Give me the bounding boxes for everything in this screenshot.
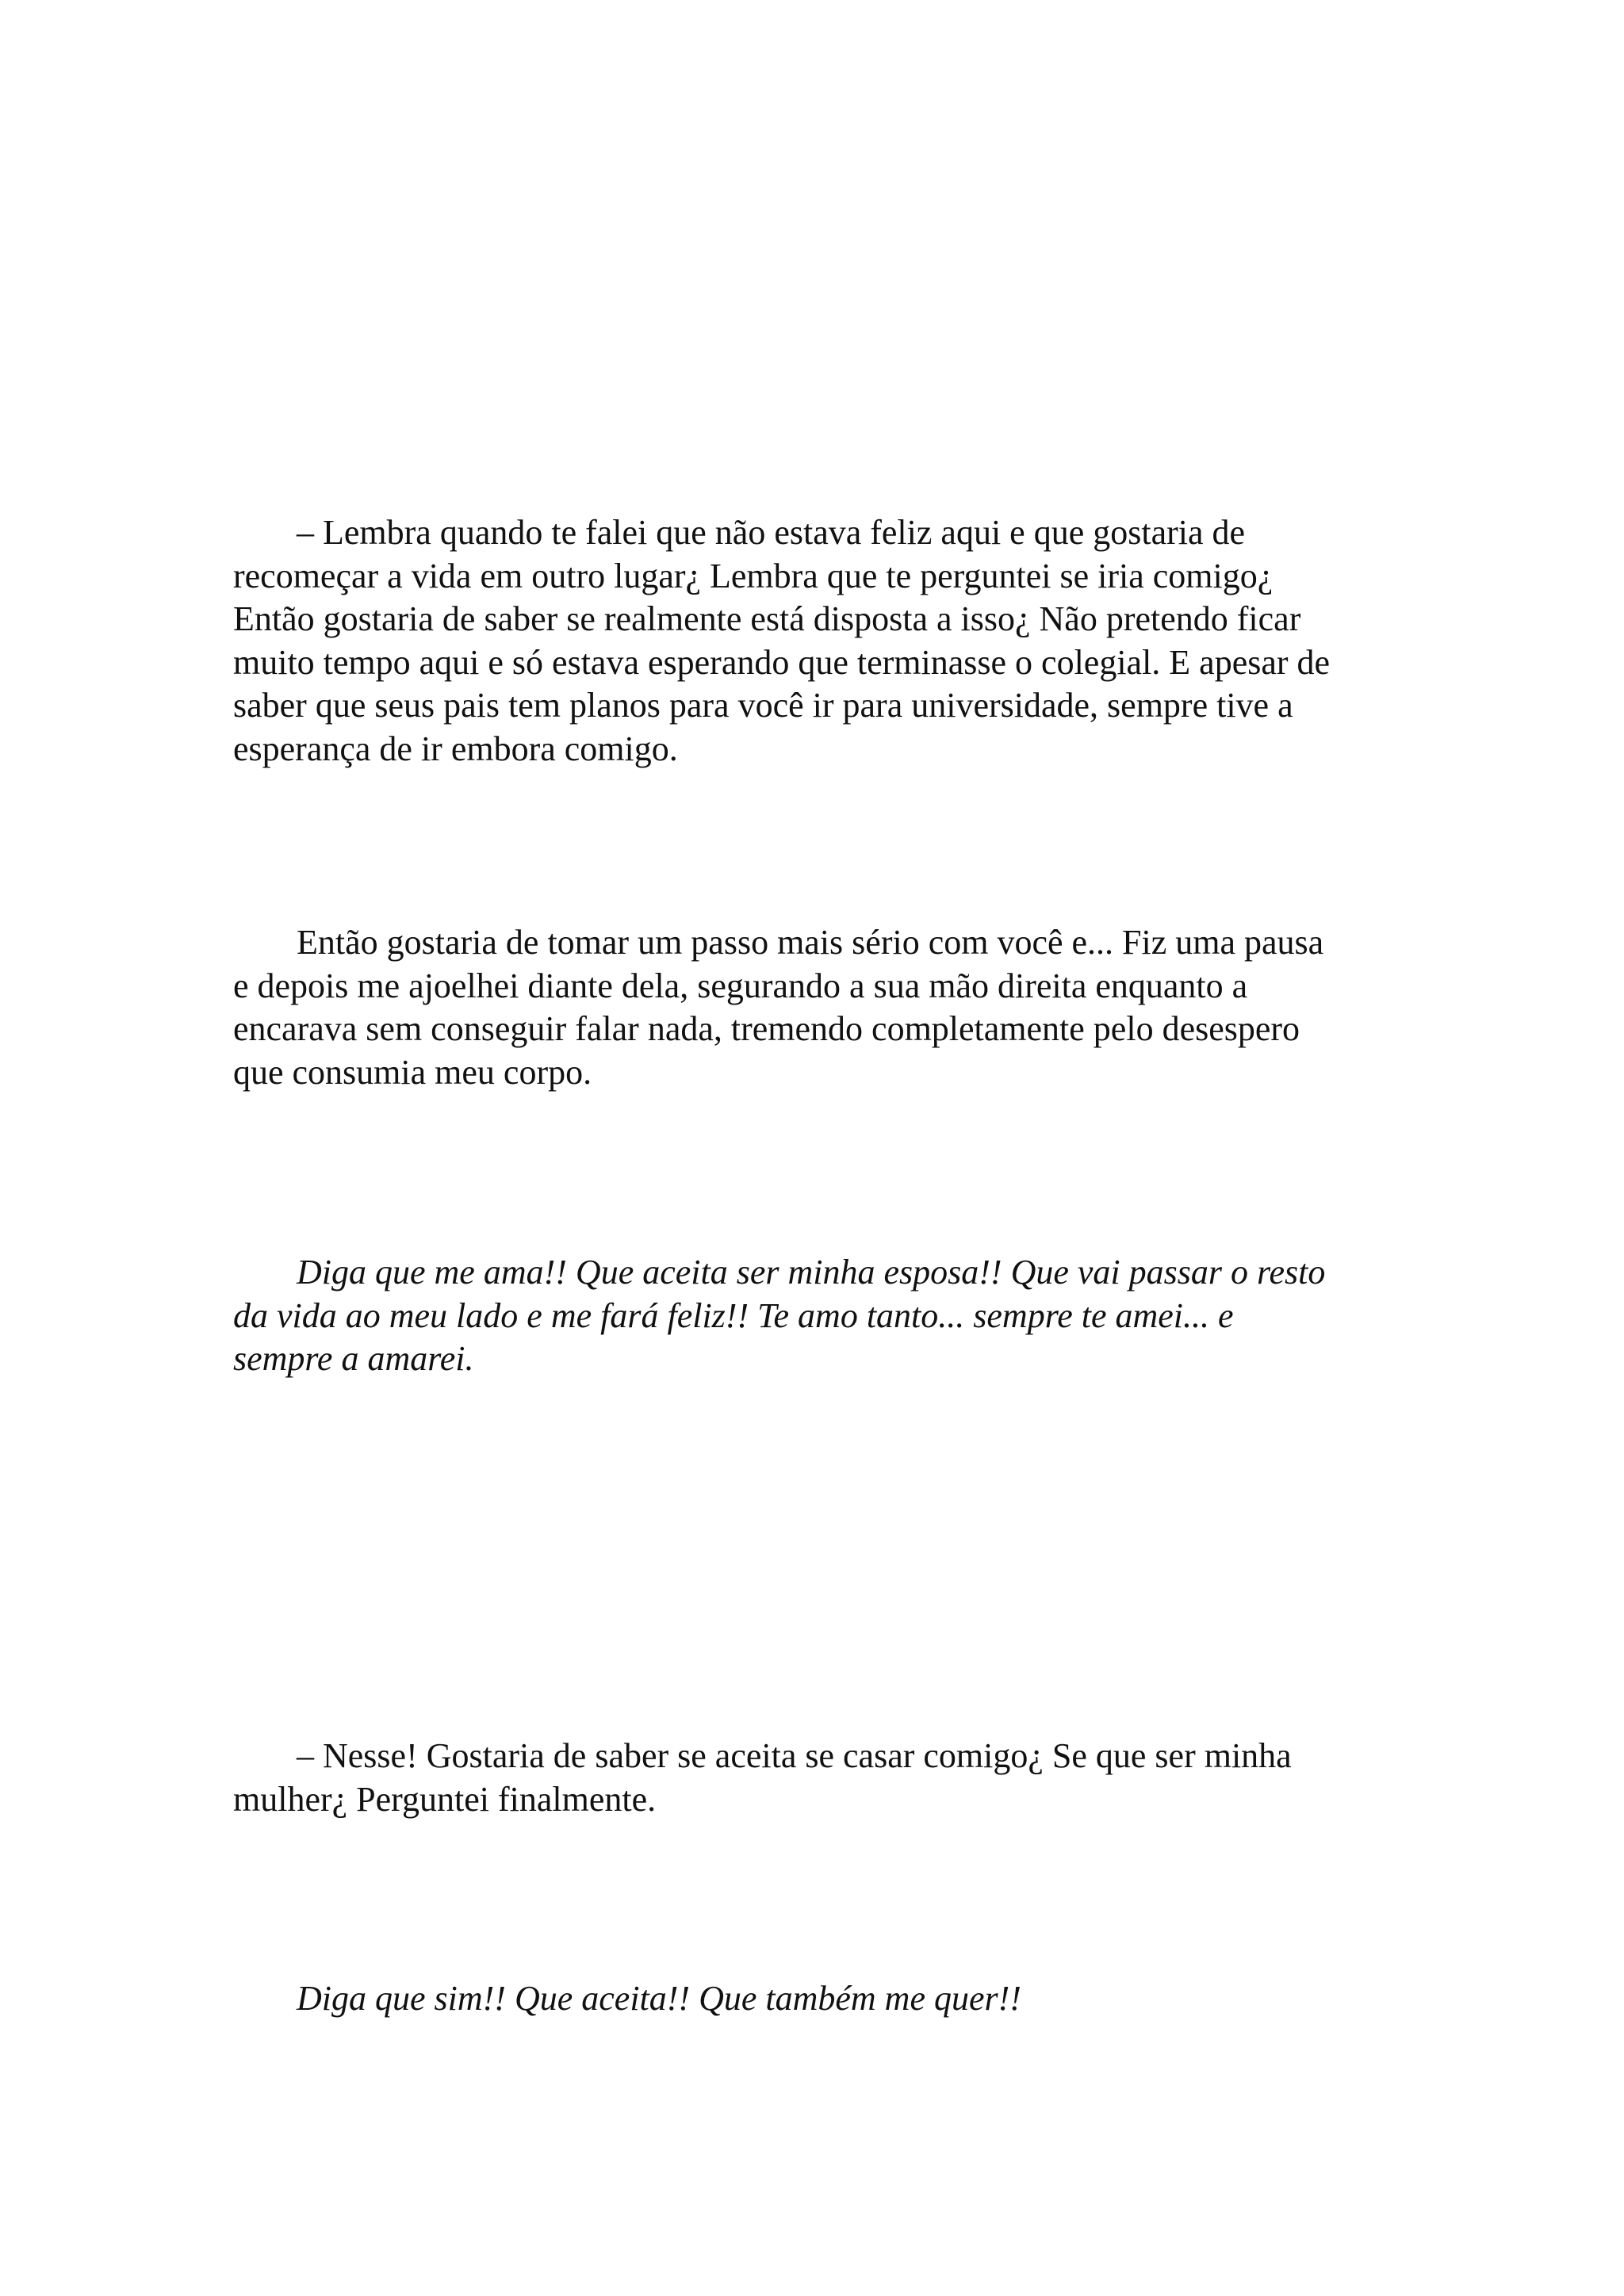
paragraph-5-italic: Diga que sim!! Que aceita!! Que também me quer!! [297,1979,1021,2018]
paragraph-4: – Nesse! Gostaria de saber se aceita se casar comigo¿ Se que ser minha mulher¿ Perguntei finalmente. [233,1736,1292,1819]
paragraph-3-italic: Diga que me ama!! Que aceita ser minha esposa!! Que vai passar o resto da vida ao meu lado e me fará feliz!! Te amo tanto... sempre te amei... e sempre a amarei. [233,1253,1326,1378]
paragraph-1: – Lembra quando te falei que não estava feliz aqui e que gostaria de recomeçar a vida em outro lugar¿ Lembra que te perguntei se iria comigo¿ Então gostaria de saber se realmente está disposta a isso¿ Não pretendo ficar muito tempo aqui e só estava esperando que terminasse o colegial. E apesar de saber que seus pais tem planos para você ir para universidade, sempre tive a esperança de ir embora comigo. [233,513,1331,768]
paragraph-2: Então gostaria de tomar um passo mais sério com você e... Fiz uma pausa e depois me ajoelhei diante dela, segurando a sua mão direita enquanto a encarava sem conseguir falar nada, tremendo completamente pelo desespero que consumia meu corpo. [233,923,1324,1092]
